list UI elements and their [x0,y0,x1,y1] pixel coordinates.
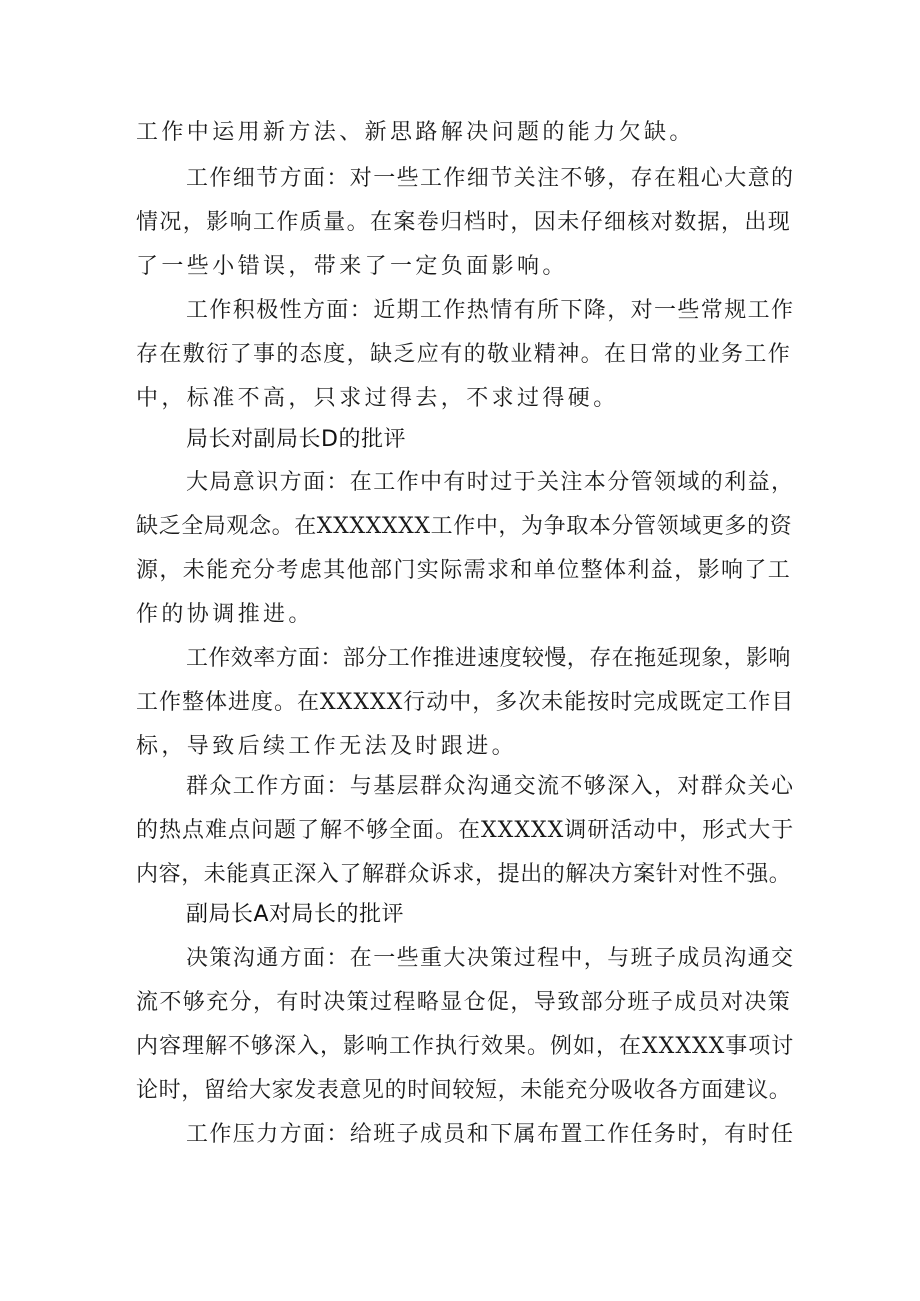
section-heading: 副局长A对局长的批评 [186,902,405,927]
paragraph-line: 工作整体进度。在XXXXX行动中，多次未能按时完成既定工作目 [136,690,795,715]
paragraph-line: 存在敷衍了事的态度，缺乏应有的敬业精神。在日常的业务工作 [136,342,792,367]
paragraph-line: 群众工作方面：与基层群众沟通交流不够深入，对群众关心 [186,774,795,799]
paragraph-line: 的热点难点问题了解不够全面。在XXXXX调研活动中，形式大于 [136,818,795,843]
paragraph-line: 工作效率方面：部分工作推进速度较慢，存在拖延现象，影响 [186,646,791,671]
paragraph-line: 标，导致后续工作无法及时跟进。 [136,734,518,759]
paragraph-line: 工作压力方面：给班子成员和下属布置工作任务时，有时任 [186,1122,795,1147]
section-heading: 局长对副局长D的批评 [186,427,406,452]
paragraph-line: 流不够充分，有时决策过程略显仓促，导致部分班子成员对决策 [136,990,792,1015]
paragraph-line: 内容理解不够深入，影响工作执行效果。例如，在XXXXX事项讨 [136,1034,795,1059]
paragraph-line: 源，未能充分考虑其他部门实际需求和单位整体利益，影响了工 [136,558,792,583]
paragraph-line: 缺乏全局观念。在XXXXXXX工作中，为争取本分管领域更多的资 [136,514,793,539]
paragraph-line: 内容，未能真正深入了解群众诉求，提出的解决方案针对性不强。 [136,862,792,887]
paragraph-line: 论时，留给大家发表意见的时间较短，未能充分吸收各方面建议。 [136,1078,792,1103]
paragraph-line: 作的协调推进。 [136,602,314,627]
paragraph-line: 了一些小错误，带来了一定负面影响。 [136,254,568,279]
paragraph-line: 工作中运用新方法、新思路解决问题的能力欠缺。 [136,120,695,145]
paragraph-line: 情况，影响工作质量。在案卷归档时，因未仔细核对数据，出现 [136,210,792,235]
paragraph-line: 中，标准不高，只求过得去，不求过得硬。 [136,386,619,411]
paragraph-line: 决策沟通方面：在一些重大决策过程中，与班子成员沟通交 [186,946,795,971]
paragraph-line: 大局意识方面：在工作中有时过于关注本分管领域的利益， [186,470,795,495]
paragraph-line: 工作积极性方面：近期工作热情有所下降，对一些常规工作 [186,298,795,323]
paragraph-line: 工作细节方面：对一些工作细节关注不够，存在粗心大意的 [186,166,795,191]
